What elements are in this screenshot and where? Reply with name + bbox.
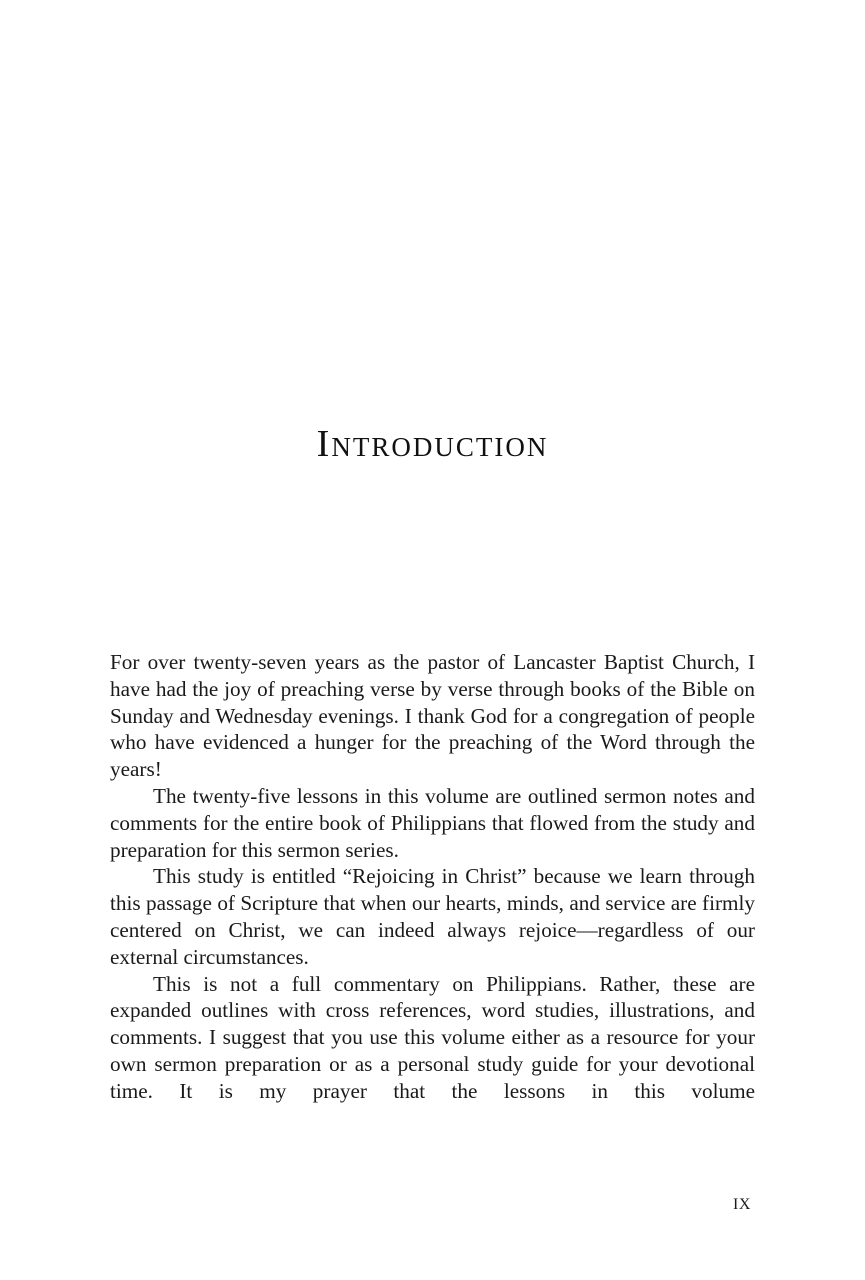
paragraph-4: This is not a full commentary on Philippians. Rather, these are expanded outlines with cross references, word studies, illustrations, and comments. I suggest that you use this volume either as a resource for your own sermon preparation or as a personal study guide for your devotional time. It is my prayer that the lessons in this volume: [110, 971, 755, 1103]
page-number: IX: [733, 1196, 751, 1213]
paragraph-2: The twenty-five lessons in this volume are outlined sermon notes and comments for the entire book of Philippians that flowed from the study and preparation for this sermon series.: [110, 783, 755, 862]
paragraph-1: For over twenty-seven years as the pastor of Lancaster Baptist Church, I have had the joy of preaching verse by verse through books of the Bible on Sunday and Wednesday evenings. I thank God for a congregation of people who have evidenced a hunger for the preaching of the Word through the years!: [110, 650, 755, 782]
body-text: [110, 649, 755, 1105]
paragraph-3: This study is entitled “Rejoicing in Christ” because we learn through this passage of Scripture that when our hearts, minds, and service are firmly centered on Christ, we can indeed always rejoice—regardless of our external circumstances.: [110, 864, 755, 969]
page-title: Introduction: [316, 423, 549, 465]
